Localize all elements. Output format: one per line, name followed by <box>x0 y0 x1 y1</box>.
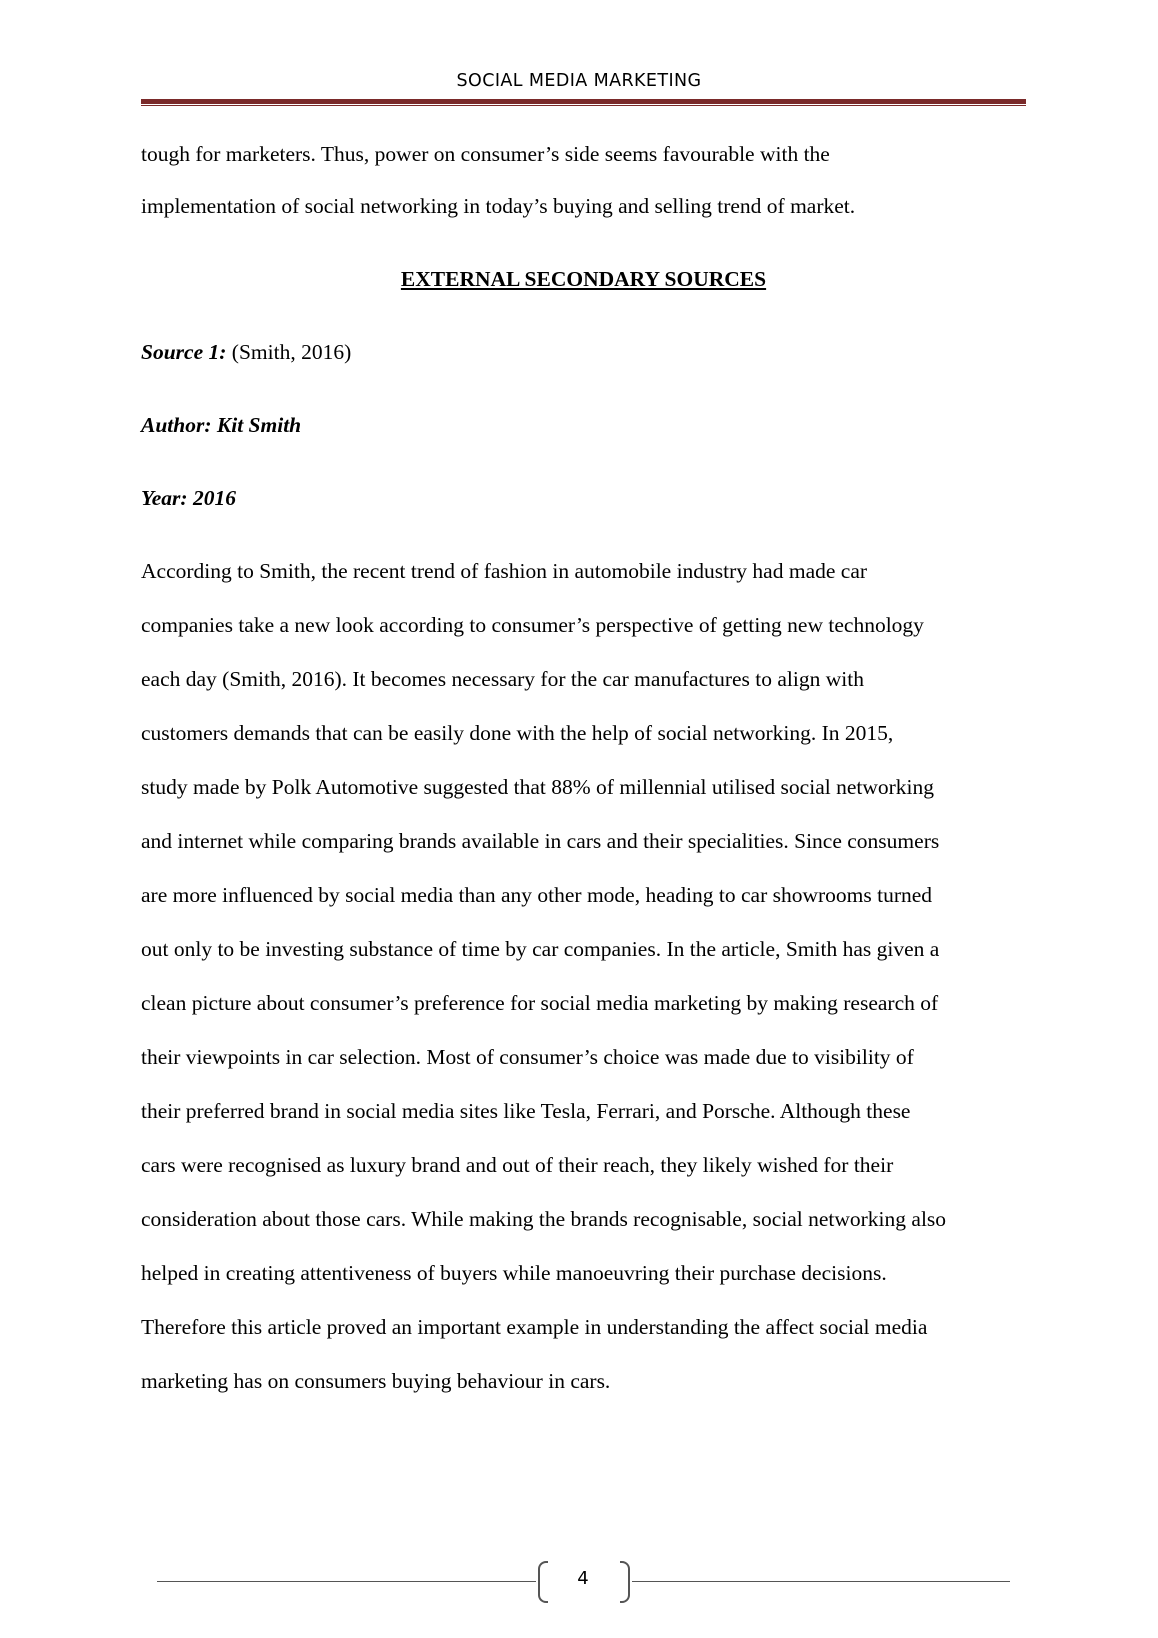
source-value: (Smith, 2016) <box>226 340 352 364</box>
body-line: marketing has on consumers buying behaviour in cars. <box>141 1369 611 1393</box>
header-rule-thick <box>141 99 1026 104</box>
body-line: consideration about those cars. While making the brands recognisable, social networking also <box>141 1207 947 1231</box>
year-line: Year: 2016 <box>141 486 236 510</box>
body-line: each day (Smith, 2016). It becomes necessary for the car manufactures to align with <box>141 667 864 691</box>
body-line: helped in creating attentiveness of buyers while manoeuvring their purchase decisions. <box>141 1261 887 1285</box>
section-heading: EXTERNAL SECONDARY SOURCES <box>400 267 767 291</box>
body-line: and internet while comparing brands available in cars and their specialities. Since consumers <box>141 829 940 853</box>
intro-line: tough for marketers. Thus, power on consumer’s side seems favourable with the <box>141 142 830 166</box>
intro-line: implementation of social networking in today’s buying and selling trend of market. <box>141 194 856 218</box>
body-line: cars were recognised as luxury brand and out of their reach, they likely wished for their <box>141 1153 894 1177</box>
footer-bracket-right <box>620 1561 630 1603</box>
header-rule-thin <box>141 105 1026 106</box>
footer-bracket-left <box>538 1561 548 1603</box>
author-line: Author: Kit Smith <box>141 413 302 437</box>
body-line: According to Smith, the recent trend of fashion in automobile industry had made car <box>141 559 868 583</box>
footer-rule-right <box>632 1581 1010 1582</box>
body-line: their viewpoints in car selection. Most of consumer’s choice was made due to visibility of <box>141 1045 914 1069</box>
body-line: out only to be investing substance of time by car companies. In the article, Smith has given a <box>141 937 940 961</box>
body-line: Therefore this article proved an important example in understanding the affect social media <box>141 1315 928 1339</box>
body-line: clean picture about consumer’s preference for social media marketing by making research of <box>141 991 939 1015</box>
page-number: 4 <box>577 1568 589 1589</box>
source-line <box>141 338 351 366</box>
source-label: Source 1: <box>141 340 227 364</box>
body-line: are more influenced by social media than any other mode, heading to car showrooms turned <box>141 883 933 907</box>
body-line: their preferred brand in social media sites like Tesla, Ferrari, and Porsche. Although these <box>141 1099 911 1123</box>
footer-rule-left <box>157 1581 536 1582</box>
body-line: customers demands that can be easily done with the help of social networking. In 2015, <box>141 721 894 745</box>
body-line: companies take a new look according to consumer’s perspective of getting new technology <box>141 613 924 637</box>
body-line: study made by Polk Automotive suggested that 88% of millennial utilised social networking <box>141 775 935 799</box>
header-title: SOCIAL MEDIA MARKETING <box>456 71 702 91</box>
